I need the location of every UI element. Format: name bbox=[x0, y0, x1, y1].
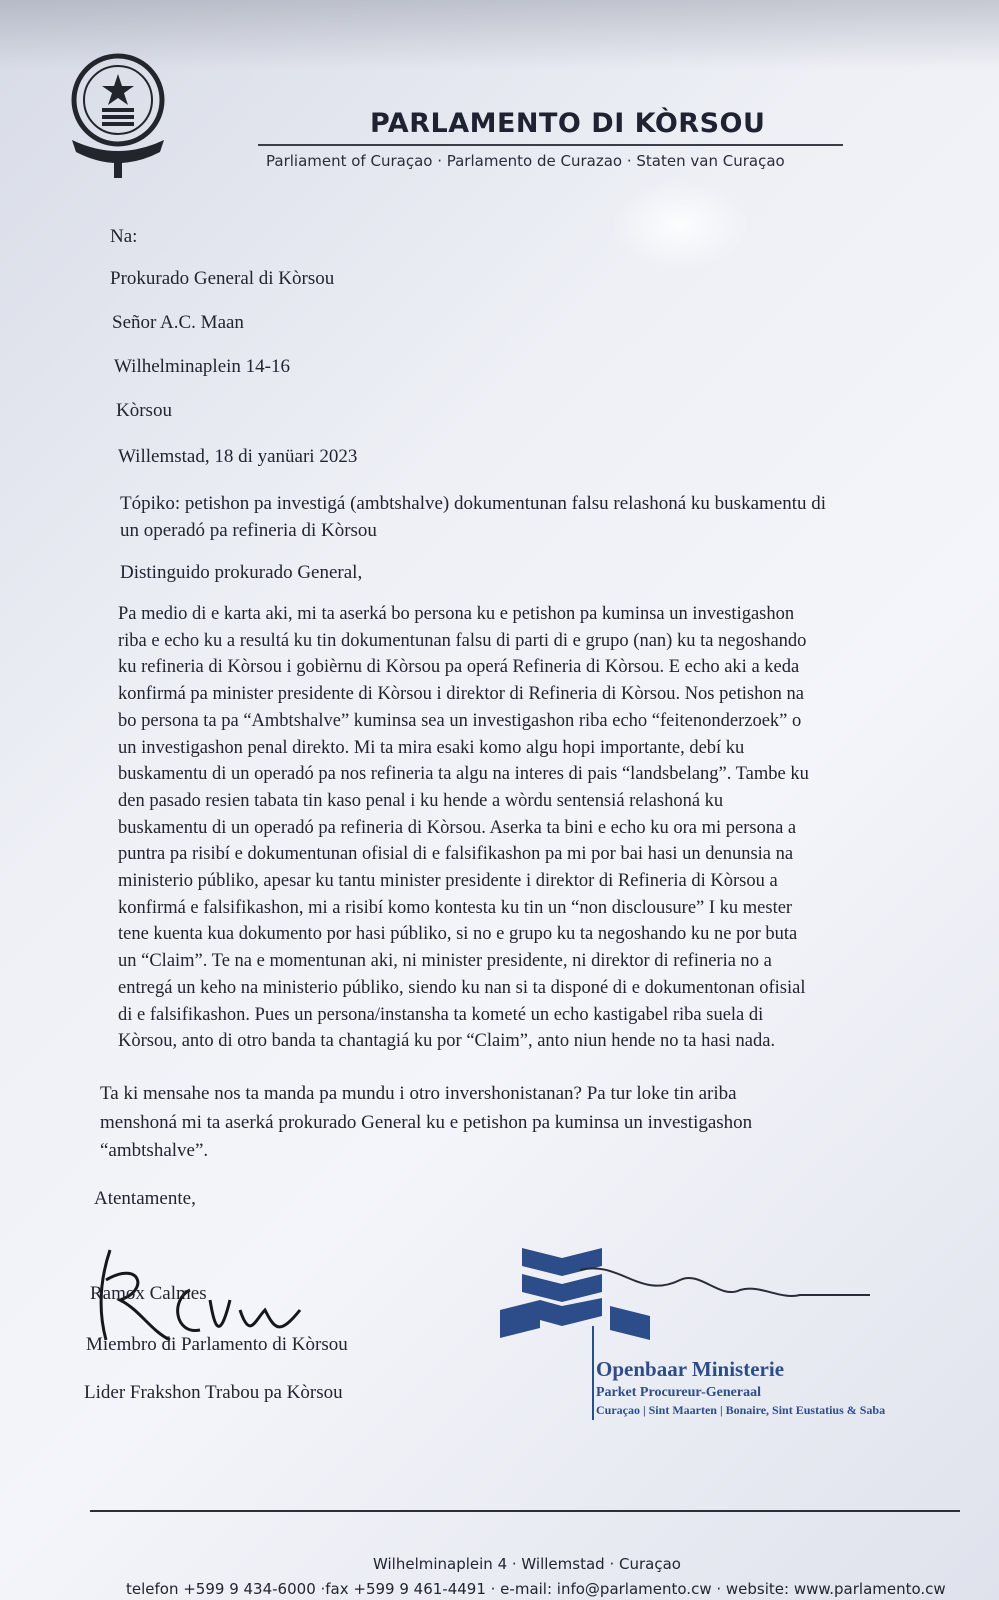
closing: Atentamente, bbox=[94, 1188, 196, 1209]
body-paragraph-1: Pa medio di e karta aki, mi ta aserká bo persona ku e petishon pa kuminsa un investigashon riba e echo ku a resultá ku tin dokumentunan falsu di parti di e grupo (nan) ku ta negoshando ku refineria di Kòrsou i gobièrnu di Kòrsou pa operá Refineria di Kòrsou. E echo aki a keda konfirmá pa minister presidente di Kòrsou i direktor di Refineria di Kòrsou. Nos petishon na bo persona ta pa “Ambtshalve” kuminsa sea un investigashon riba echo “feitenonderzoek” o un investigashon penal direkto. Mi ta mira esaki komo algu hopi importante, debí ku buskamentu di un operadó pa nos refineria ta algu na interes di pais “landsbelang”. Tambe ku den pasado resien tabata tin kaso penal i ku hende a wòrdu sentensiá relashoná ku buskamentu di un operadó pa refineria di Kòrsou. Aserka ta bini e echo ku ora mi persona a puntra pa risibí e dokumentunan ofisial di e falsifikashon pa mi por bai hasi un denunsia na ministerio públiko, apesar ku tantu minister presidente i direktor di Refineria di Kòrsou a konfirmá e falsifikashon, mi a risibí komo kontesta ku tin un “non disclousure” I ku mester tene kuenta kua dokumento por hasi públiko, si no e grupo ku ta negoshando ku ne por buta un “Claim”. Te na e momentunan aki, ni minister presidente, ni direktor di refineria no a entregá un keho na ministerio públiko, siendo ku nan si ta disponé di e dokumentonan ofisial di e falsifikashon. Pues un persona/instansha ta kometé un echo kastigabel riba suela di Kòrsou, anto di otro banda ta chantagiá ku por “Claim”, anto niun hende no ta hasi nada. bbox=[118, 604, 809, 1052]
stamp-divider bbox=[592, 1326, 594, 1420]
signatory-name: Ramox Calmes bbox=[90, 1283, 207, 1304]
openbaar-ministerie-logo-icon bbox=[500, 1240, 890, 1350]
recipient-line-4: Kòrsou bbox=[116, 400, 172, 421]
letterhead-title: PARLAMENTO DI KÒRSOU bbox=[370, 108, 766, 139]
letter-subject: Tópiko: petishon pa investigá (ambtshalve) dokumentunan falsu relashoná ku buskamentu di un operadó pa refineria di Kòrsou bbox=[120, 493, 827, 541]
footer-rule bbox=[90, 1510, 960, 1512]
footer-contact: telefon +599 9 434-6000 ·fax +599 9 461-4491 · e-mail: info@parlamento.cw · website: www.parlamento.cw bbox=[126, 1580, 946, 1598]
signatory-role: Miembro di Parlamento di Kòrsou bbox=[86, 1334, 348, 1355]
recipient-label: Na: bbox=[110, 226, 138, 247]
recipient-line-2: Señor A.C. Maan bbox=[112, 312, 244, 333]
parliament-seal-icon bbox=[68, 52, 168, 182]
body-paragraph-2: Ta ki mensahe nos ta manda pa mundu i otro invershonistanan? Pa tur loke tin ariba menshoná mi ta aserká prokurado General ku e petishon pa kuminsa un investigashon “ambtshalve”. bbox=[100, 1083, 753, 1161]
footer-address: Wilhelminaplein 4 · Willemstad · Curaçao bbox=[373, 1555, 681, 1573]
stamp-jurisdictions: Curaçao | Sint Maarten | Bonaire, Sint Eustatius & Saba bbox=[596, 1403, 886, 1417]
paper-fold-highlight bbox=[610, 180, 750, 270]
letterhead-subtitle: Parliament of Curaçao · Parlamento de Curazao · Staten van Curaçao bbox=[266, 152, 785, 170]
letter-date: Willemstad, 18 di yanüari 2023 bbox=[118, 446, 358, 467]
stamp-subtitle: Parket Procureur-Generaal bbox=[596, 1385, 761, 1400]
salutation: Distinguido prokurado General, bbox=[120, 562, 363, 583]
letterhead-rule bbox=[258, 144, 843, 146]
recipient-line-3: Wilhelminaplein 14-16 bbox=[114, 356, 291, 377]
recipient-line-1: Prokurado General di Kòrsou bbox=[110, 268, 335, 289]
stamp-title: Openbaar Ministerie bbox=[596, 1357, 785, 1381]
signatory-party: Lider Frakshon Trabou pa Kòrsou bbox=[84, 1382, 343, 1403]
